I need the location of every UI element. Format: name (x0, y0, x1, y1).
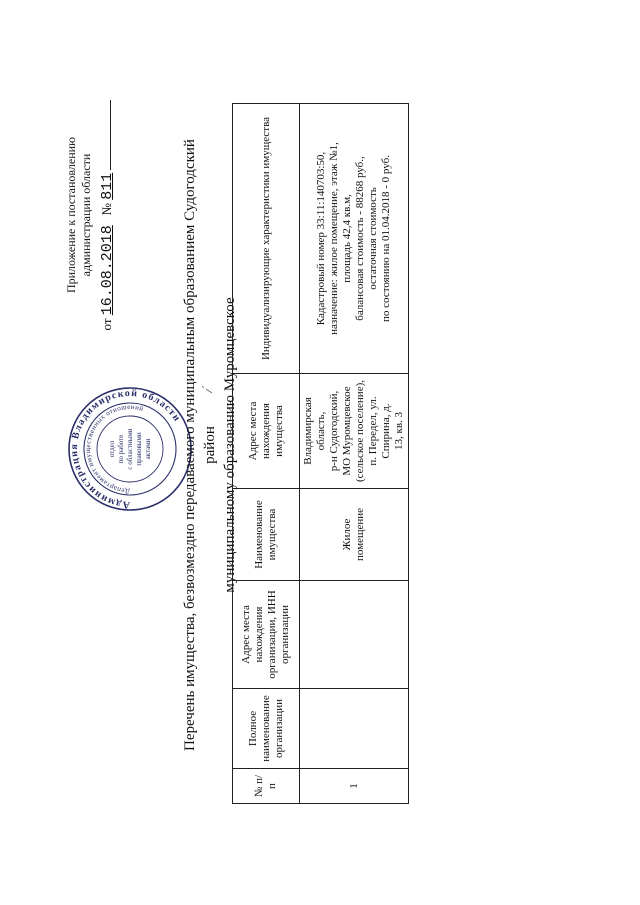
property-table (232, 103, 409, 804)
characteristics-line: Кадастровый номер 33:11:140703:50, (315, 151, 327, 326)
address-line: р-н Судогодский, (328, 390, 340, 472)
annex-date-row (98, 95, 115, 335)
characteristics-line: назначение: жилое помещение, этаж №1, (328, 142, 340, 335)
stamp-center-line: с областными (126, 428, 134, 470)
characteristics-line: площадь 42,4 кв.м, (341, 194, 353, 283)
address-line: п. Передел, ул. Спирина, д. (367, 396, 392, 466)
cell-org-name (300, 689, 409, 769)
cell-property-address (300, 374, 409, 489)
cell-num: 1 (300, 769, 409, 804)
annex-line-2: администрации области (79, 153, 93, 277)
number-underline (98, 100, 111, 170)
header-property-name: Наименование имущества (233, 489, 300, 581)
characteristics-line: остаточная стоимость (367, 187, 379, 290)
date-prefix: от (99, 318, 114, 331)
address-line: Владимирская область, (302, 397, 327, 465)
characteristics-line: балансовая стоимость - 88268 руб., (354, 156, 366, 321)
header-org-name: Полное наименование организации (233, 689, 300, 769)
characteristics-line: по состоянию на 01.04.2018 - 0 руб. (380, 155, 392, 322)
header-num: № п/п (233, 769, 300, 804)
resolution-date: 16.08.2018 (99, 225, 116, 316)
address-line: (сельское поселение), (354, 380, 366, 483)
resolution-number: 811 (99, 172, 116, 200)
stamp-outer-text: Администрация Владимирской области (68, 387, 183, 511)
cell-property-name: Жилое помещение (300, 489, 409, 581)
header-org-address: Адрес места нахождения организации, ИНН организации (233, 581, 300, 689)
address-line: 13, кв. 3 (393, 411, 405, 451)
address-line: МО Муромцевское (341, 386, 353, 476)
stamp-center-line: отдел (108, 440, 116, 458)
official-stamp (66, 385, 194, 513)
stamp-center-line: актами (144, 438, 152, 460)
header-characteristics: Индивидуализирующие характеристики имущества (233, 104, 300, 374)
title-line-1: Перечень имущества, безвозмездно передаваемого муниципальным образованием Судогодский район (182, 139, 218, 751)
annex-header (64, 95, 115, 335)
annex-line-1: Приложение к постановлению (64, 136, 78, 294)
cell-org-address (300, 581, 409, 689)
document-title (180, 135, 240, 755)
cell-characteristics (300, 104, 409, 374)
table-row (300, 104, 409, 804)
table-header-row (233, 104, 300, 804)
stamp-inner-text: Департамент имущественных отношений (83, 402, 145, 496)
title-line-2: муниципальному образованию Муромцевское (222, 297, 238, 593)
number-prefix: № (99, 203, 114, 216)
stamp-center-line: по работе (117, 434, 125, 464)
stamp-center-line: правовыми (135, 432, 143, 466)
header-property-address: Адрес места нахождения имущества (233, 374, 300, 489)
